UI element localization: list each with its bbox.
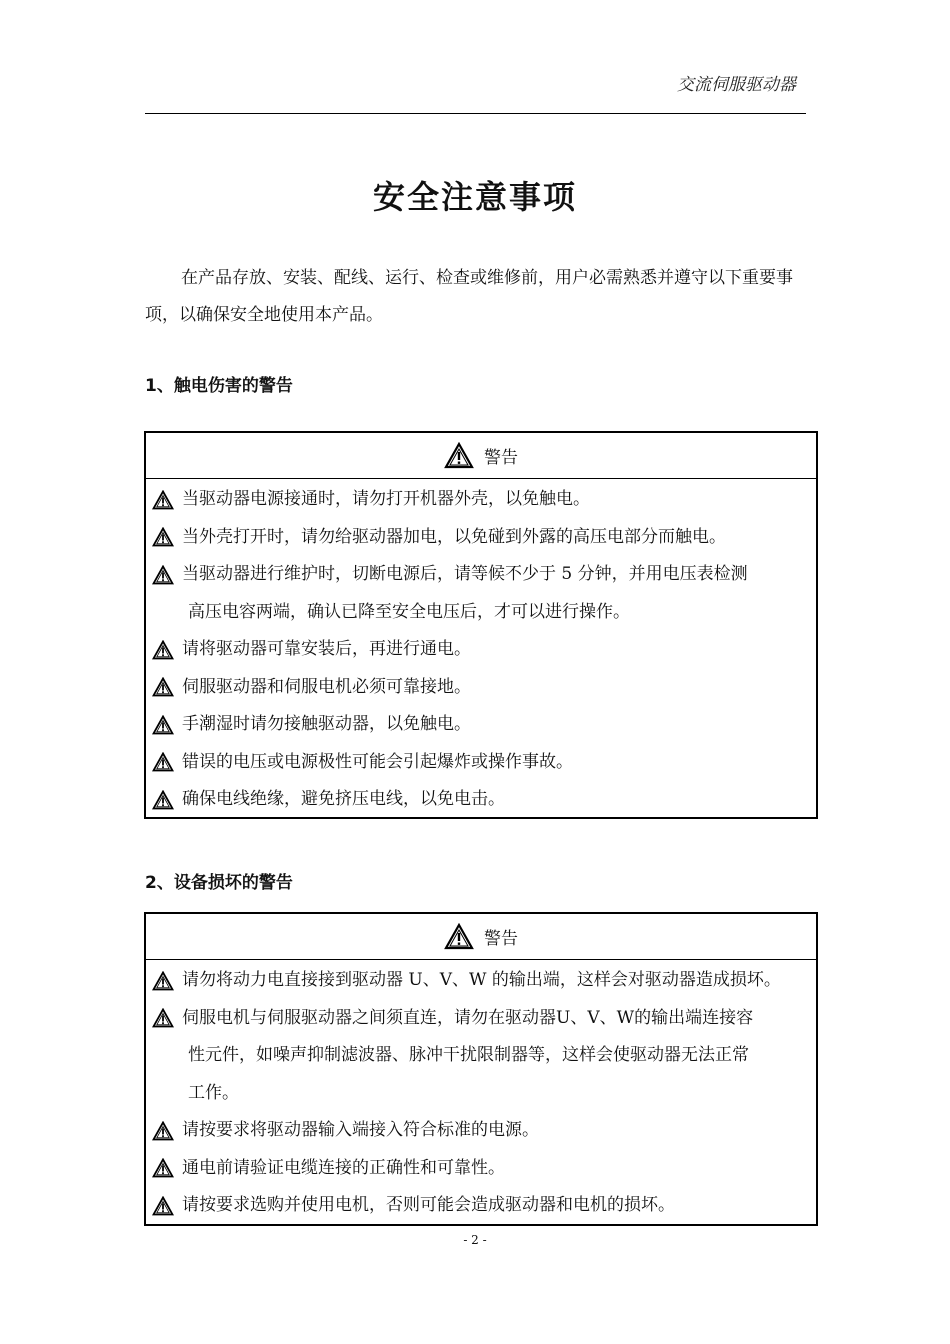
warning-box-electric-shock (144, 431, 818, 819)
warning-item-text (182, 781, 816, 819)
warning-box-header (146, 914, 816, 960)
warning-triangle-icon (152, 631, 182, 669)
warning-item (146, 706, 816, 744)
warning-label: 警告 (484, 448, 518, 468)
section-heading-equipment-damage: 2、设备损坏的警告 (145, 873, 293, 893)
warning-item-line: 工作。 (188, 1082, 239, 1103)
warning-triangle-icon (444, 442, 474, 469)
warning-item (146, 962, 816, 1000)
warning-label: 警告 (484, 929, 518, 949)
warning-list (146, 960, 816, 1225)
warning-item-text (182, 1187, 816, 1225)
warning-item (146, 519, 816, 557)
warning-box-equipment-damage (144, 912, 818, 1226)
warning-item-line: 伺服驱动器和伺服电机必须可靠接地。 (182, 676, 471, 697)
warning-item-text (182, 962, 816, 1000)
warning-item-text (182, 556, 816, 631)
intro-paragraph: 在产品存放、安装、配线、运行、检查或维修前，用户必需熟悉并遵守以下重要事项，以确保安全地使用本产品。 (145, 268, 793, 325)
warning-triangle-icon (152, 781, 182, 819)
warning-triangle-icon (152, 669, 182, 707)
warning-item-text (182, 519, 816, 557)
warning-item-line: 通电前请验证电缆连接的正确性和可靠性。 (182, 1157, 505, 1178)
warning-item (146, 1187, 816, 1225)
page-number: - 2 - (463, 1233, 487, 1247)
warning-item (146, 1000, 816, 1113)
warning-item-line: 当驱动器进行维护时，切断电源后，请等候不少于 5 分钟，并用电压表检测 (182, 564, 748, 584)
warning-item (146, 1150, 816, 1188)
section-heading-electric-shock: 1、触电伤害的警告 (145, 376, 293, 396)
warning-list (146, 479, 816, 819)
warning-item-text (182, 1150, 816, 1188)
warning-item-text (182, 1112, 816, 1150)
warning-item (146, 744, 816, 782)
warning-item-line: 请勿将动力电直接接到驱动器 U、V、W 的输出端，这样会对驱动器造成损坏。 (182, 970, 781, 990)
warning-triangle-icon (152, 481, 182, 519)
warning-item-text (182, 669, 816, 707)
running-header-title: 交流伺服驱动器 (677, 75, 796, 95)
warning-triangle-icon (152, 1150, 182, 1188)
warning-triangle-icon (152, 519, 182, 557)
page-title: 安全注意事项 (372, 178, 577, 216)
warning-triangle-icon (152, 706, 182, 744)
warning-triangle-icon (152, 1187, 182, 1225)
warning-item-line: 性元件，如噪声抑制滤波器、脉冲干扰限制器等，这样会使驱动器无法正常 (188, 1045, 749, 1065)
warning-triangle-icon (152, 962, 182, 1000)
warning-triangle-icon (152, 1000, 182, 1038)
warning-item-line: 请按要求选购并使用电机，否则可能会造成驱动器和电机的损坏。 (182, 1195, 675, 1215)
warning-triangle-icon (152, 556, 182, 594)
warning-item-line: 当外壳打开时，请勿给驱动器加电，以免碰到外露的高压电部分而触电。 (182, 526, 726, 547)
warning-item-text (182, 481, 816, 519)
warning-item-line: 请按要求将驱动器输入端接入符合标准的电源。 (182, 1120, 539, 1140)
warning-item-text (182, 744, 816, 782)
warning-item-line: 错误的电压或电源极性可能会引起爆炸或操作事故。 (182, 751, 573, 772)
header-rule (145, 113, 806, 114)
warning-item-line: 高压电容两端，确认已降至安全电压后，才可以进行操作。 (188, 601, 630, 622)
warning-item (146, 556, 816, 631)
warning-triangle-icon (444, 923, 474, 950)
warning-item-line: 请将驱动器可靠安装后，再进行通电。 (182, 639, 471, 659)
warning-item-line: 确保电线绝缘，避免挤压电线，以免电击。 (182, 789, 505, 809)
warning-item-line: 手潮湿时请勿接触驱动器，以免触电。 (182, 714, 471, 734)
warning-item-line: 伺服电机与伺服驱动器之间须直连，请勿在驱动器U、V、W的输出端连接容 (182, 1007, 754, 1028)
warning-item (146, 1112, 816, 1150)
warning-item-line: 当驱动器电源接通时，请勿打开机器外壳，以免触电。 (182, 489, 590, 509)
warning-item (146, 481, 816, 519)
warning-item-text (182, 1000, 816, 1113)
warning-item (146, 781, 816, 819)
warning-item (146, 669, 816, 707)
warning-item-text (182, 706, 816, 744)
warning-box-header (146, 433, 816, 479)
warning-item-text (182, 631, 816, 669)
warning-triangle-icon (152, 1112, 182, 1150)
warning-triangle-icon (152, 744, 182, 782)
warning-item (146, 631, 816, 669)
